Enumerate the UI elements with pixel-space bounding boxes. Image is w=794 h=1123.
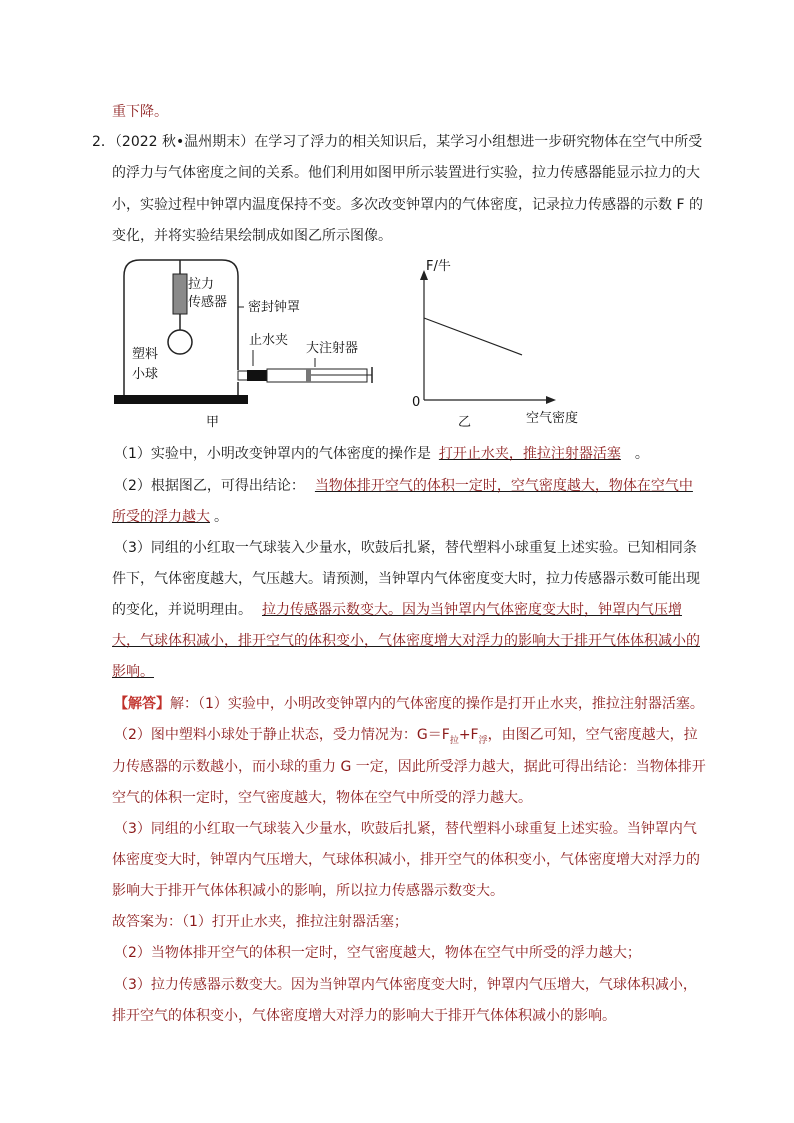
figure-caption-yi: 乙 — [458, 415, 472, 430]
question-number: 2． — [92, 134, 115, 150]
sub-question-3-line — [112, 600, 682, 620]
solution-line: （2）图中塑料小球处于静止状态，受力情况为：$G=F_拉+F_浮$，由图乙可知，空气密度越大，拉 — [114, 727, 698, 746]
solution-tag: 【解答】 — [114, 696, 170, 712]
sub-question-3-line: （3）同组的小红取一气球装入少量水，吹鼓后扎紧，替代塑料小球重复上述实验。已知相同条 — [114, 540, 697, 556]
sub-question-3-line: 件下，气体密度越大，气压越大。请预测，当钟罩内气体密度变大时，拉力传感器示数可能出现 — [112, 571, 700, 587]
sub-question-3-answer: 拉力传感器示数变大。因为当钟罩内气体密度变大时，钟罩内气压增 — [262, 602, 682, 618]
question-stem-line: 变化，并将实验结果绘制成如图乙所示图像。 — [112, 228, 392, 244]
previous-answer-tail: 重下降。 — [112, 104, 168, 120]
sub-question-2-answer: 所受的浮力越大 — [112, 509, 210, 525]
sub-question-3-answer: 大，气球体积减小，排开空气的体积变小，气体密度增大对浮力的影响大于排开气体体积减小的 — [112, 633, 700, 649]
final-answer-line: （2）当物体排开空气的体积一定时，空气密度越大，物体在空气中所受的浮力越大； — [114, 945, 641, 961]
ball-label-1: 塑料 — [132, 347, 159, 362]
sub-question-2-text: （2）根据图乙，可得出结论： — [114, 478, 305, 494]
base-plate — [114, 395, 248, 404]
plastic-ball — [168, 330, 192, 354]
x-axis-arrow — [546, 396, 556, 404]
figure-caption-jia: 甲 — [206, 415, 220, 430]
figure-graph — [400, 254, 600, 434]
question-stem-line: 小，实验过程中钟罩内温度保持不变。多次改变钟罩内的气体密度，记录拉力传感器的示数 F 的 — [112, 197, 703, 213]
sub-question-2-answer: 当物体排开空气的体积一定时，空气密度越大，物体在空气中 — [314, 478, 693, 494]
solution-line: 影响大于排开气体体积减小的影响，所以拉力传感器示数变大。 — [112, 883, 504, 899]
solution-line: 【解答】解：（1）实验中，小明改变钟罩内的气体密度的操作是打开止水夹，推拉注射器活塞。 — [114, 696, 704, 712]
sub-question-2-cont — [112, 507, 228, 527]
sensor-label-2: 传感器 — [188, 295, 228, 310]
sub-question-3-text: 的变化，并说明理由。 — [112, 602, 252, 618]
y-axis-label: F/牛 — [426, 259, 451, 274]
solution-line: 体密度变大时，钟罩内气压增大，气球体积减小，排开空气的体积变小，气体密度增大对浮力的 — [112, 852, 700, 868]
sub-question-1 — [114, 444, 649, 464]
sub-question-3-answer: 影响。 — [112, 664, 154, 680]
x-axis-label: 空气密度 — [526, 411, 579, 426]
final-answer-line: 排开空气的体积变小，气体密度增大对浮力的影响大于排开气体体积减小的影响。 — [112, 1008, 616, 1024]
punctuation: 。 — [214, 509, 228, 525]
clamp-label: 止水夹 — [249, 333, 289, 348]
question-stem-line: 在学习了浮力的相关知识后，某学习小组想进一步研究物体在空气中所受 — [254, 134, 703, 150]
bell-jar-label: 密封钟罩 — [248, 300, 301, 315]
sensor-label-1: 拉力 — [188, 277, 215, 292]
solution-line: 力传感器的示数越小，而小球的重力 G 一定，因此所受浮力越大，据此可得出结论：当物体排开 — [112, 759, 706, 775]
question-source: （2022 秋•温州期末） — [114, 134, 255, 150]
origin-label: 0 — [412, 395, 421, 410]
sub-question-1-text: （1）实验中，小明改变钟罩内的气体密度的操作是 — [114, 446, 431, 462]
question-first-line — [92, 132, 702, 152]
figure-apparatus — [110, 254, 390, 434]
question-stem-line: 的浮力与气体密度之间的关系。他们利用如图甲所示装置进行实验，拉力传感器能显示拉力的大 — [112, 165, 700, 181]
ball-label-2: 小球 — [132, 367, 159, 382]
solution-line: 空气的体积一定时，空气密度越大，物体在空气中所受的浮力越大。 — [112, 790, 532, 806]
connector-tube — [238, 371, 248, 380]
water-stop-clamp — [247, 370, 267, 381]
final-answer-line: （3）拉力传感器示数变大。因为当钟罩内气体密度变大时，钟罩内气压增大，气球体积减小， — [114, 977, 697, 993]
sub-question-2 — [114, 476, 693, 496]
data-line — [424, 318, 522, 355]
sub-question-1-answer: 打开止水夹，推拉注射器活塞 — [438, 446, 621, 462]
punctuation: 。 — [634, 446, 649, 462]
syringe-label: 大注射器 — [306, 341, 359, 356]
force-sensor — [173, 274, 187, 314]
solution-line: （3）同组的小红取一气球装入少量水，吹鼓后扎紧，替代塑料小球重复上述实验。当钟罩内气 — [114, 821, 697, 837]
final-answer-line: 故答案为：（1）打开止水夹，推拉注射器活塞； — [112, 914, 408, 930]
